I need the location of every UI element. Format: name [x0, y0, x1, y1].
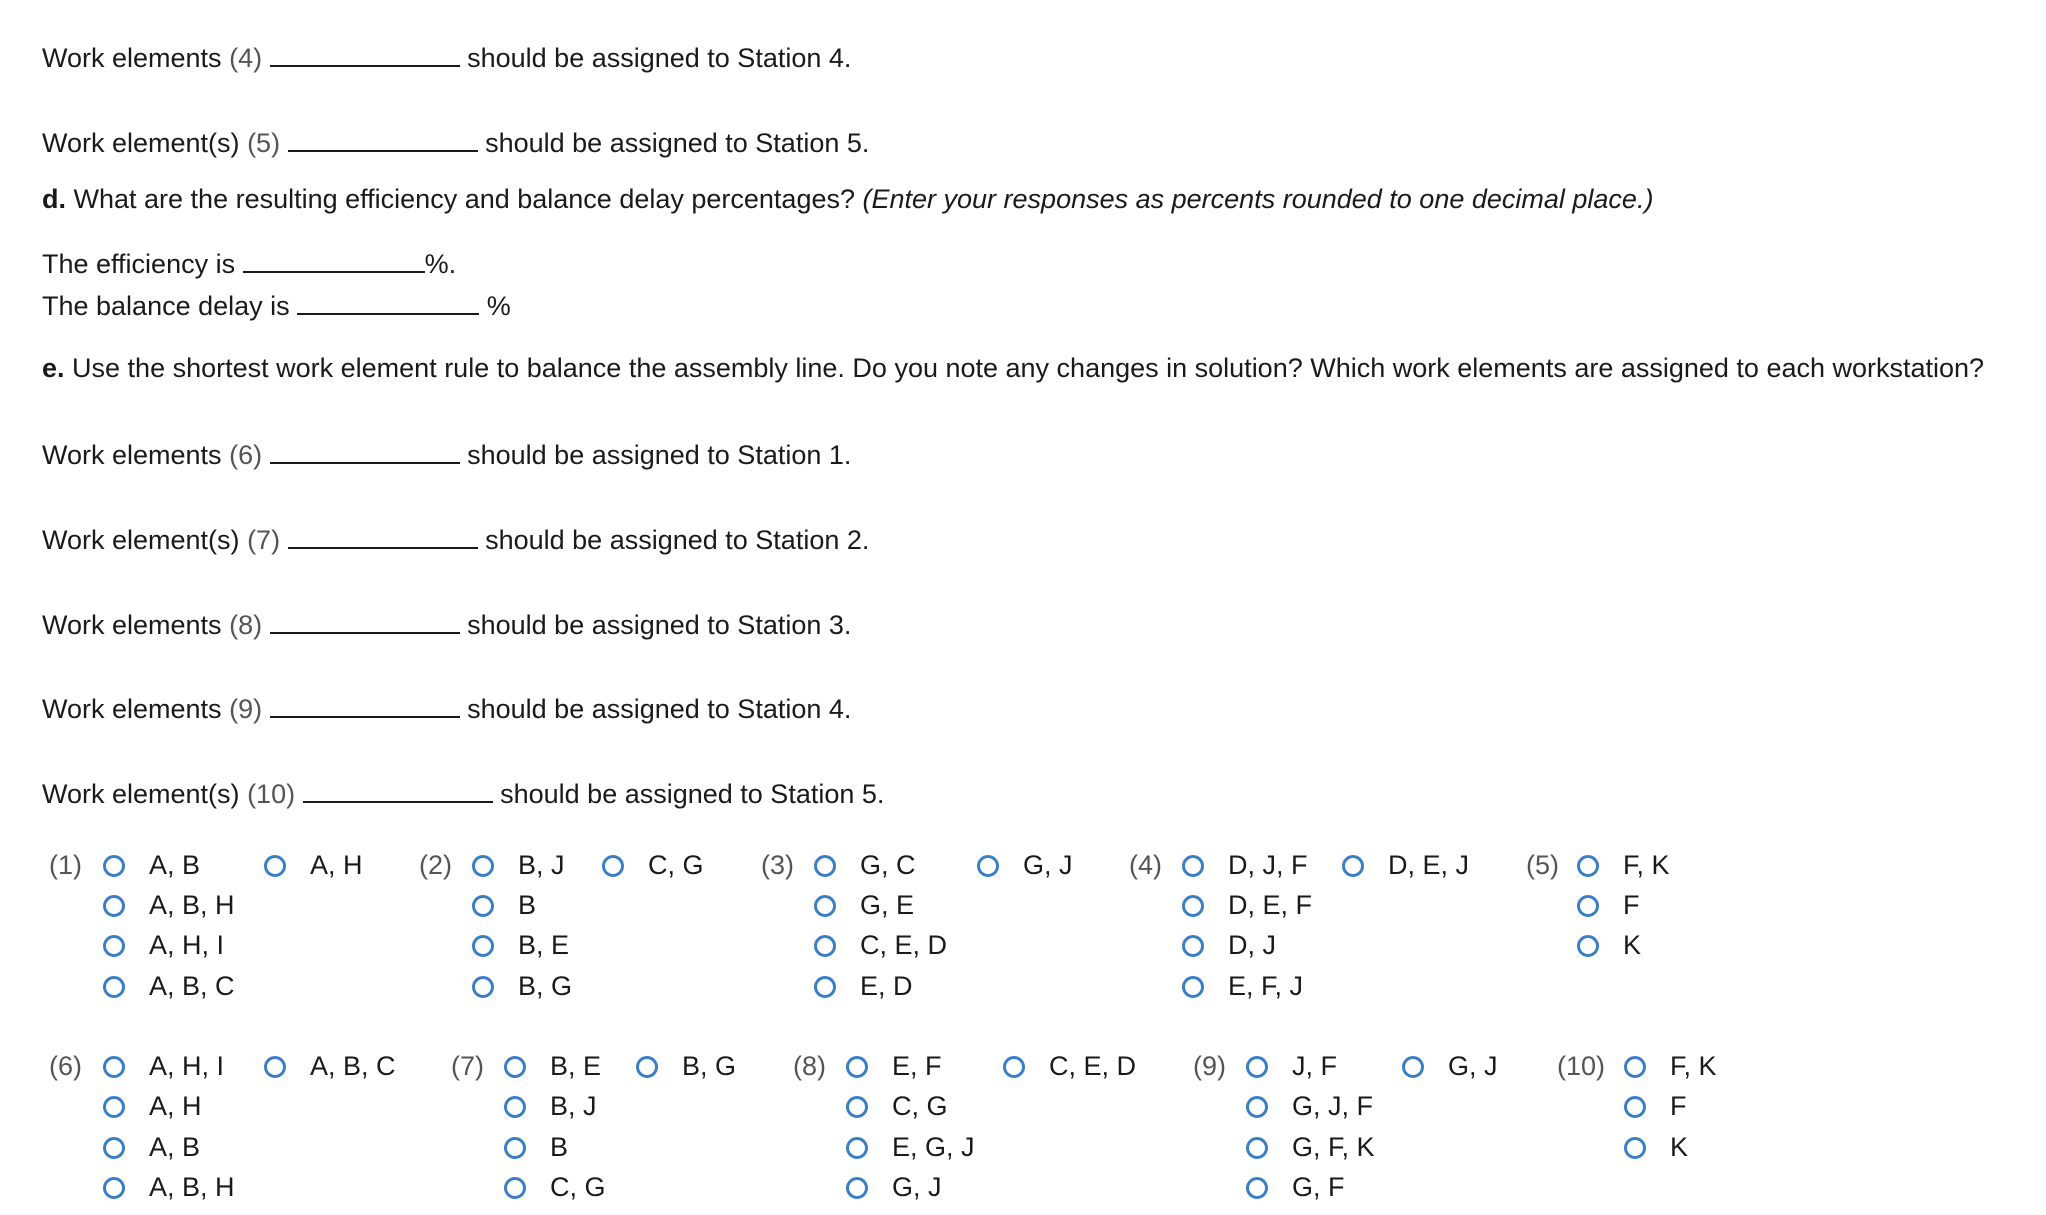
radio-circle-icon[interactable]: [472, 855, 494, 877]
radio-option[interactable]: A, H, I: [103, 929, 224, 961]
radio-option[interactable]: B, E: [504, 1050, 601, 1082]
question-d: d. What are the resulting efficiency and balance delay percentages? (Enter your responses as percents rounded to one decimal place.): [42, 184, 1654, 214]
radio-option[interactable]: A, B, H: [103, 889, 235, 921]
radio-option[interactable]: F, K: [1624, 1050, 1717, 1082]
radio-circle-icon[interactable]: [1182, 855, 1204, 877]
radio-option[interactable]: E, F: [846, 1050, 942, 1082]
radio-circle-icon[interactable]: [814, 976, 836, 998]
blank-number: (7): [247, 525, 281, 555]
radio-circle-icon[interactable]: [1182, 895, 1204, 917]
radio-circle-icon[interactable]: [1577, 855, 1599, 877]
radio-option[interactable]: C, E, D: [1003, 1050, 1136, 1082]
answer-blank-5[interactable]: [288, 124, 478, 152]
radio-circle-icon[interactable]: [1182, 976, 1204, 998]
answer-blank-7[interactable]: [288, 521, 478, 549]
choice-group-tag: (7): [451, 1051, 484, 1081]
radio-circle-icon[interactable]: [846, 1056, 868, 1078]
efficiency-row: The efficiency is %.: [42, 245, 456, 280]
radio-circle-icon[interactable]: [103, 855, 125, 877]
blank-number: (6): [229, 440, 263, 470]
radio-option[interactable]: G, F, K: [1246, 1131, 1375, 1163]
radio-circle-icon[interactable]: [814, 855, 836, 877]
radio-circle-icon[interactable]: [103, 1056, 125, 1078]
radio-circle-icon[interactable]: [103, 895, 125, 917]
choice-group-tag: (5): [1526, 850, 1559, 880]
efficiency-input[interactable]: [243, 245, 425, 273]
radio-circle-icon[interactable]: [103, 1177, 125, 1199]
radio-option[interactable]: K: [1577, 929, 1641, 961]
radio-option[interactable]: B, G: [636, 1050, 736, 1082]
radio-option[interactable]: G, J: [1402, 1050, 1498, 1082]
answer-row-6: Work elements (6) should be assigned to Station 1.: [42, 436, 851, 471]
radio-option[interactable]: C, G: [504, 1171, 606, 1203]
radio-option[interactable]: B, J: [504, 1090, 597, 1122]
radio-option[interactable]: E, G, J: [846, 1131, 975, 1163]
radio-option[interactable]: D, E, F: [1182, 889, 1312, 921]
radio-circle-icon[interactable]: [1246, 1137, 1268, 1159]
radio-circle-icon[interactable]: [264, 1056, 286, 1078]
radio-option[interactable]: A, B, H: [103, 1171, 235, 1203]
radio-option[interactable]: B, J: [472, 849, 565, 881]
blank-number: (9): [229, 694, 263, 724]
radio-option[interactable]: D, J: [1182, 929, 1276, 961]
radio-circle-icon[interactable]: [1624, 1056, 1646, 1078]
radio-circle-icon[interactable]: [1624, 1096, 1646, 1118]
radio-circle-icon[interactable]: [103, 1096, 125, 1118]
balance-delay-input[interactable]: [297, 287, 479, 315]
radio-option[interactable]: F: [1624, 1090, 1687, 1122]
answer-blank-9[interactable]: [270, 690, 460, 718]
radio-option[interactable]: C, G: [602, 849, 704, 881]
radio-circle-icon[interactable]: [1402, 1056, 1424, 1078]
balance-delay-row: The balance delay is %: [42, 287, 511, 322]
radio-option[interactable]: E, D: [814, 970, 913, 1002]
radio-circle-icon[interactable]: [1246, 1096, 1268, 1118]
choice-group-tag: (8): [793, 1051, 826, 1081]
choice-group-tag: (9): [1193, 1051, 1226, 1081]
radio-option[interactable]: A, B: [103, 849, 200, 881]
choice-group-tag: (3): [761, 850, 794, 880]
radio-option[interactable]: B, E: [472, 929, 569, 961]
radio-option[interactable]: A, H: [103, 1090, 202, 1122]
radio-option[interactable]: G, F: [1246, 1171, 1345, 1203]
radio-circle-icon[interactable]: [472, 935, 494, 957]
answer-blank-10[interactable]: [303, 775, 493, 803]
radio-option[interactable]: A, B: [103, 1131, 200, 1163]
radio-option[interactable]: F: [1577, 889, 1640, 921]
blank-number: (4): [229, 43, 263, 73]
question-e: e. Use the shortest work element rule to balance the assembly line. Do you note any changes in solution? Which work elements are assigned to each workstation?: [42, 353, 1985, 383]
choice-group-tag: (2): [419, 850, 452, 880]
radio-circle-icon[interactable]: [103, 935, 125, 957]
radio-option[interactable]: G, J: [977, 849, 1073, 881]
radio-circle-icon[interactable]: [1577, 895, 1599, 917]
radio-circle-icon[interactable]: [472, 976, 494, 998]
radio-circle-icon[interactable]: [103, 1137, 125, 1159]
radio-circle-icon[interactable]: [1003, 1056, 1025, 1078]
radio-option[interactable]: A, B, C: [264, 1050, 396, 1082]
radio-circle-icon[interactable]: [814, 935, 836, 957]
radio-option[interactable]: B, G: [472, 970, 572, 1002]
choice-group-tag: (1): [49, 850, 82, 880]
answer-row-10: Work element(s) (10) should be assigned to Station 5.: [42, 775, 884, 810]
radio-circle-icon[interactable]: [472, 895, 494, 917]
answer-row-7: Work element(s) (7) should be assigned to Station 2.: [42, 521, 869, 556]
radio-option[interactable]: A, B, C: [103, 970, 235, 1002]
radio-option[interactable]: G, J: [846, 1171, 942, 1203]
radio-option[interactable]: J, F: [1246, 1050, 1337, 1082]
radio-circle-icon[interactable]: [504, 1096, 526, 1118]
answer-row-8: Work elements (8) should be assigned to Station 3.: [42, 606, 851, 641]
radio-circle-icon[interactable]: [1342, 855, 1364, 877]
radio-circle-icon[interactable]: [1624, 1137, 1646, 1159]
radio-circle-icon[interactable]: [1246, 1177, 1268, 1199]
answer-blank-6[interactable]: [270, 436, 460, 464]
radio-option[interactable]: C, G: [846, 1090, 948, 1122]
radio-circle-icon[interactable]: [103, 976, 125, 998]
radio-circle-icon[interactable]: [504, 1056, 526, 1078]
radio-option[interactable]: G, E: [814, 889, 914, 921]
radio-option[interactable]: A, H: [264, 849, 363, 881]
radio-circle-icon[interactable]: [1246, 1056, 1268, 1078]
radio-option[interactable]: A, H, I: [103, 1050, 224, 1082]
radio-option[interactable]: C, E, D: [814, 929, 947, 961]
blank-number: (5): [247, 128, 281, 158]
radio-circle-icon[interactable]: [846, 1137, 868, 1159]
radio-circle-icon[interactable]: [504, 1137, 526, 1159]
radio-circle-icon[interactable]: [636, 1056, 658, 1078]
answer-row-4: Work elements (4) should be assigned to Station 4.: [42, 39, 851, 74]
radio-circle-icon[interactable]: [814, 895, 836, 917]
answer-row-5: Work element(s) (5) should be assigned to Station 5.: [42, 124, 869, 159]
radio-circle-icon[interactable]: [602, 855, 624, 877]
radio-option[interactable]: K: [1624, 1131, 1688, 1163]
radio-circle-icon[interactable]: [1577, 935, 1599, 957]
radio-option[interactable]: G, J, F: [1246, 1090, 1373, 1122]
radio-circle-icon[interactable]: [264, 855, 286, 877]
radio-option[interactable]: G, C: [814, 849, 916, 881]
choice-group-tag: (10): [1557, 1051, 1606, 1081]
radio-circle-icon[interactable]: [1182, 935, 1204, 957]
radio-option[interactable]: D, E, J: [1342, 849, 1469, 881]
answer-blank-4[interactable]: [270, 39, 460, 67]
blank-number: (8): [229, 610, 263, 640]
radio-option[interactable]: F, K: [1577, 849, 1670, 881]
radio-circle-icon[interactable]: [504, 1177, 526, 1199]
answer-row-9: Work elements (9) should be assigned to Station 4.: [42, 690, 851, 725]
radio-option[interactable]: E, F, J: [1182, 970, 1303, 1002]
radio-option[interactable]: B: [504, 1131, 568, 1163]
answer-blank-8[interactable]: [270, 606, 460, 634]
radio-circle-icon[interactable]: [846, 1096, 868, 1118]
radio-circle-icon[interactable]: [977, 855, 999, 877]
radio-option[interactable]: D, J, F: [1182, 849, 1308, 881]
choice-group-tag: (6): [49, 1051, 82, 1081]
radio-option[interactable]: B: [472, 889, 536, 921]
choice-group-tag: (4): [1129, 850, 1162, 880]
radio-circle-icon[interactable]: [846, 1177, 868, 1199]
blank-number: (10): [247, 779, 296, 809]
